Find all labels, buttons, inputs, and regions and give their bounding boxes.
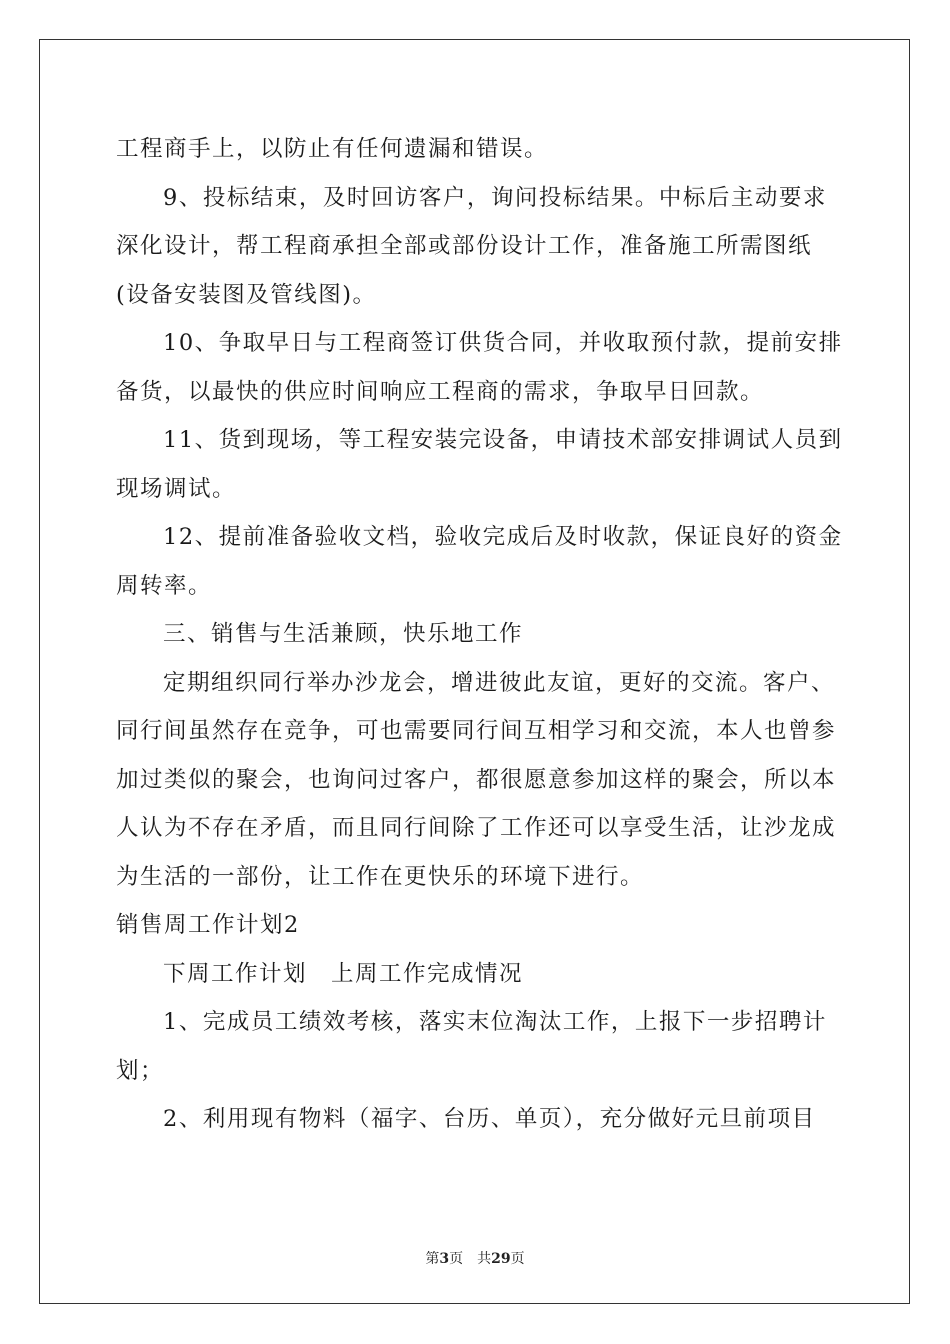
text-line: 1、完成员工绩效考核，落实末位淘汰工作，上报下一步招聘计 — [163, 1009, 827, 1035]
text-line: 深化设计，帮工程商承担全部或部份设计工作，准备施工所需图纸 — [116, 233, 813, 259]
text-line: 2、利用现有物料（福字、台历、单页），充分做好元旦前项目 — [163, 1106, 816, 1132]
text-line: 11、货到现场，等工程安装完设备，申请技术部安排调试人员到 — [163, 427, 843, 453]
text-line: 现场调试。 — [116, 475, 237, 502]
text-line: 工程商手上，以防止有任何遗漏和错误。 — [116, 136, 549, 162]
text-line: (设备安装图及管线图)。 — [116, 281, 377, 308]
section-heading: 三、销售与生活兼顾，快乐地工作 — [163, 621, 524, 647]
text-line: 同行间虽然存在竞争，可也需要同行间互相学习和交流，本人也曾参 — [116, 718, 837, 744]
text-line: 9、投标结束，及时回访客户，询问投标结果。中标后主动要求 — [163, 184, 827, 211]
text-line: 下周工作计划 上周工作完成情况 — [163, 960, 524, 987]
text-line: 人认为不存在矛盾，而且同行间除了工作还可以享受生活，让沙龙成 — [116, 815, 837, 841]
text-line: 划； — [116, 1057, 165, 1084]
text-line: 备货，以最快的供应时间响应工程商的需求，争取早日回款。 — [116, 378, 765, 405]
text-line: 12、提前准备验收文档，验收完成后及时收款，保证良好的资金 — [163, 524, 843, 550]
text-line: 周转率。 — [116, 572, 213, 599]
footer-middle: 页 共 — [449, 1251, 492, 1267]
text-line: 为生活的一部份，让工作在更快乐的环境下进行。 — [116, 863, 645, 890]
footer-suffix: 页 — [510, 1251, 525, 1267]
footer-prefix: 第 — [425, 1251, 440, 1267]
current-page-number: 3 — [439, 1251, 450, 1267]
text-line: 定期组织同行举办沙龙会，增进彼此友谊，更好的交流。客户、 — [163, 669, 836, 696]
text-line: 10、争取早日与工程商签订供货合同，并收取预付款，提前安排 — [163, 330, 843, 356]
page-footer — [0, 1248, 950, 1268]
document-body — [116, 125, 843, 1144]
text-line: 加过类似的聚会，也询问过客户，都很愿意参加这样的聚会，所以本 — [116, 766, 837, 793]
document-subtitle: 销售周工作计划2 — [116, 912, 300, 938]
total-pages-number: 29 — [491, 1251, 511, 1267]
